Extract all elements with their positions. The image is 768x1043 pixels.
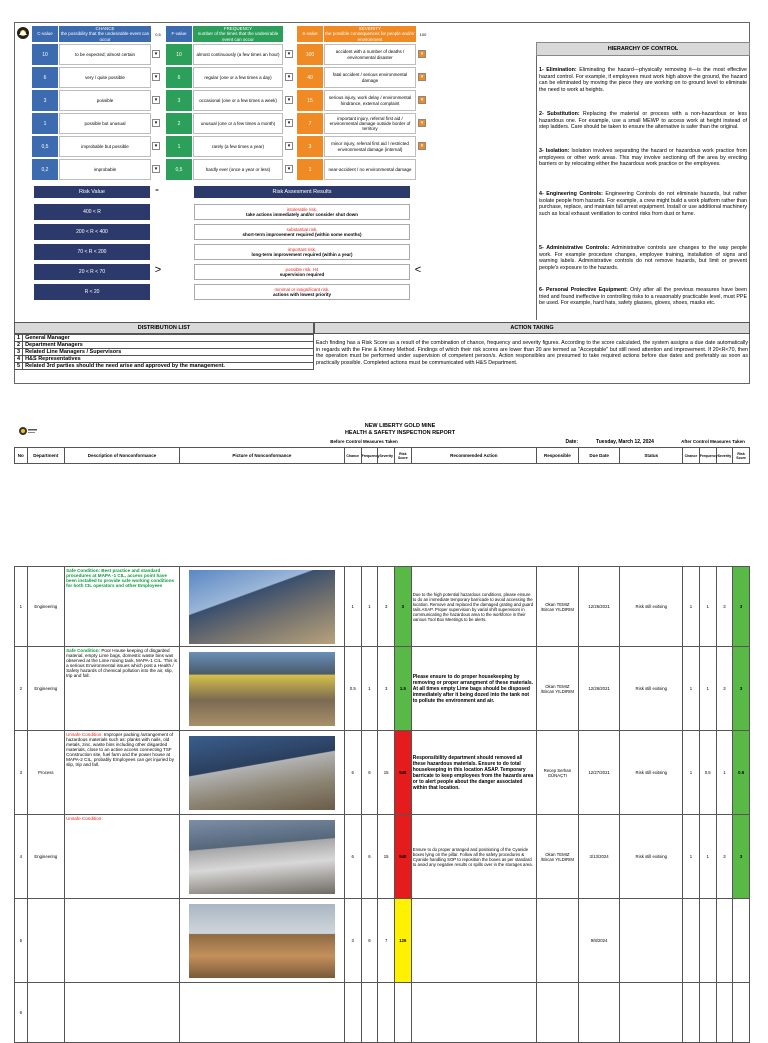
chance-title: CHANCE — [95, 26, 115, 32]
table-row — [15, 731, 750, 815]
dropdown-arrow-icon[interactable]: ▾ — [285, 73, 293, 81]
freq-sub: number of the times that the undesirable event can occur — [197, 31, 279, 42]
row-after-as: 3 — [716, 815, 733, 899]
col-no: No — [15, 448, 28, 464]
col-after-chance: Chance — [683, 448, 700, 464]
hierarchy-item — [536, 110, 750, 132]
dropdown-arrow-icon[interactable]: ▾ — [285, 165, 293, 173]
dropdown-arrow-icon[interactable]: ▾ — [152, 73, 160, 81]
frequency-cell: almost continuously (a few times an hour) — [193, 44, 283, 65]
risk-range: 400 < R — [34, 204, 150, 220]
row-department: Process — [27, 731, 65, 815]
col-risk: Risk Score — [395, 448, 412, 464]
row-s: 7 — [378, 899, 395, 983]
row-c: 3 — [344, 899, 361, 983]
row-after-af: 1 — [699, 647, 716, 731]
dropdown-arrow-icon[interactable]: ▾ — [285, 50, 293, 58]
risk-range: R < 20 — [34, 284, 150, 300]
hierarchy-item-body: Only after all the previous measures have been tried and found ineffective in controlling risks to a reasonably practicable level, must PPE be used. For example, hard hats, safety glasses, gloves, shoes, masks etc. — [539, 287, 747, 307]
severity-header — [324, 26, 416, 42]
frequency-cell: occasional (one or a few times a week) — [193, 90, 283, 111]
row-status — [620, 983, 683, 1043]
risk-result-desc: take actions immediately and/or consider shut down — [245, 212, 359, 217]
table-row — [15, 567, 750, 647]
hierarchy-item — [536, 147, 750, 169]
row-description-head: Unsafe Condition: — [66, 732, 103, 737]
dropdown-arrow-icon[interactable]: ▾ — [152, 142, 160, 150]
col-due: Due Date — [578, 448, 620, 464]
risk-result — [194, 224, 410, 240]
risk-range: 20 < R < 70 — [34, 264, 150, 280]
chance-dropdown[interactable] — [152, 50, 160, 58]
row-status: Risk still exitsing — [620, 731, 683, 815]
row-f — [361, 983, 378, 1043]
small-value-1: 0,5 — [155, 31, 161, 37]
row-description-head: Safe Condition: — [66, 648, 101, 653]
dropdown-arrow-icon[interactable]: ▾ — [285, 96, 293, 104]
row-s: 3 — [378, 647, 395, 731]
dropdown-arrow-icon[interactable]: ▾ — [418, 73, 426, 81]
distribution-no: 1 — [15, 335, 23, 342]
row-after-risk — [733, 899, 750, 983]
f-value: 0,5 — [166, 159, 192, 180]
risk-result-title: substantial risk, — [286, 226, 318, 232]
row-picture-cell — [179, 983, 344, 1043]
row-description — [65, 899, 180, 983]
chance-dropdown[interactable] — [152, 165, 160, 173]
dropdown-arrow-icon[interactable]: ▾ — [285, 142, 293, 150]
c-value: 3 — [32, 90, 58, 111]
col-picture: Picture of Nonconformance — [179, 448, 344, 464]
row-after-af: 1 — [699, 567, 716, 647]
sev-title: SEVERITY — [358, 26, 382, 32]
row-after-af: 1 — [699, 815, 716, 899]
risk-value-header: Risk Value — [34, 186, 150, 198]
f-value-header: F-value — [166, 26, 192, 42]
distribution-row — [15, 356, 314, 363]
distribution-row — [15, 335, 314, 342]
severity-cell: serious injury, work delay / environmental hindrance, external complaint — [324, 90, 416, 111]
row-c — [344, 983, 361, 1043]
row-c: 6 — [344, 815, 361, 899]
chance-cell: possible but unusual — [59, 113, 151, 134]
row-action — [411, 899, 536, 983]
row-action: Responsibility department should removed all these hazardous materials. Ensure to do total housekeeping in this location ASAP. Temporary barricate to keep employees from the hazards area or to alert people about the danger associated within that location. — [411, 731, 536, 815]
nonconformance-photo — [189, 652, 335, 726]
table-row — [15, 647, 750, 731]
frequency-cell: regular (one or a few times a day) — [193, 67, 283, 88]
date-label: Date: — [565, 438, 578, 445]
chance-cell: to be expected; almost certain — [59, 44, 151, 65]
row-after-as — [716, 899, 733, 983]
table-row — [15, 899, 750, 983]
row-after-risk: 3 — [733, 567, 750, 647]
col-after-frequency: Frequency — [699, 448, 716, 464]
report-company: NEW LIBERTY GOLD MINE — [364, 422, 436, 429]
distribution-text: Related Line Managers / Supervisors — [23, 349, 314, 356]
s-value: 1 — [297, 159, 323, 180]
s-value: 40 — [297, 67, 323, 88]
row-picture-cell — [179, 567, 344, 647]
row-s: 15 — [378, 815, 395, 899]
row-no: 1 — [15, 567, 28, 647]
distribution-text: H&S Representatives — [23, 356, 314, 363]
action-text: Each finding has a Risk Score as a result of the combination of chance, frequency and severity figures. According to the score calculated, the system assigns a due date automatically in regards with the Fine & Kinney Method. Findings of which their risk scores are lower than 20 are termed as "Acceptable" but still need attention and improvement. If 20<R<70, then the operation must be performed under supervision of competent person/s. Action responsibles are presumed to take required actions before due dates and preferably as soon as practically possible. Completed actions must be communicated with H&S Department. — [316, 340, 748, 366]
chance-cell: possible — [59, 90, 151, 111]
severity-dropdown[interactable] — [418, 50, 426, 58]
severity-dropdown[interactable] — [418, 142, 426, 150]
col-status: Status — [620, 448, 683, 464]
row-department — [27, 899, 65, 983]
row-due-date — [578, 983, 620, 1043]
frequency-cell: rarely (a few times a year) — [193, 136, 283, 157]
row-f: 6 — [361, 815, 378, 899]
c-value: 10 — [32, 44, 58, 65]
risk-result-title: intolerable risk, — [286, 206, 318, 212]
row-action: Please ensure to do proper housekeeping by removing or proper arrangment of these materials. At all times empty Lime bags should be disposed immediately after it being dozed into the tank not to pollute the environment and air. — [411, 647, 536, 731]
frequency-cell: unusual (one or a few times a month) — [193, 113, 283, 134]
hierarchy-item-head: 2- Substitution: — [539, 111, 580, 117]
row-risk-score: 540 — [395, 731, 412, 815]
c-value: 0,2 — [32, 159, 58, 180]
chance-cell: very / quite possible — [59, 67, 151, 88]
row-risk-score: 126 — [395, 899, 412, 983]
row-s: 3 — [378, 567, 395, 647]
small-value-2: 100 — [419, 31, 427, 37]
row-description — [65, 983, 180, 1043]
frequency-cell: hardly ever (once a year or less) — [193, 159, 283, 180]
row-due-date: 3/13/2024 — [578, 815, 620, 899]
col-chance: Chance — [344, 448, 361, 464]
risk-range: 200 < R < 400 — [34, 224, 150, 240]
hierarchy-item-body: Eliminating the hazard—physically removing it—is the most effective hazard control. For example, if employees must work high above the ground, the hazard can be eliminated by moving the piece they are working on to ground level to eliminate the need to work at heights. — [539, 67, 747, 93]
row-description — [65, 647, 180, 731]
row-responsible: Okan TEMIZ /Bircan YILDIRIM — [536, 567, 578, 647]
distribution-text: Department Managers — [23, 342, 314, 349]
row-f: 1 — [361, 567, 378, 647]
table-row — [15, 983, 750, 1043]
hierarchy-item-body: Replacing the material or process with a non-hazardous or less hazardous one. For example, use a small MEWP to access work at height instead of step ladders. Care should be taken to ensure the alternative is safer than the original. — [539, 111, 747, 131]
frequency-dropdown[interactable] — [285, 119, 293, 127]
after-control-label: After Control Measures Taken — [681, 439, 745, 444]
row-action: Due to the high potential hazardous conditions, please ensure to do an immediate temporary barricade to avoid accessing the location. Remove and replaced the damaged grating and guard rails ASAP. Proper supervision by varial shift supervisors in communicating the hazardous area to the workforce in their various Tool Box Meetings to be alerts. — [411, 567, 536, 647]
row-responsible: Okan TEMIZ /Bircan YILDIRIM — [536, 647, 578, 731]
row-after-as: 3 — [716, 647, 733, 731]
row-c: 0.5 — [344, 647, 361, 731]
risk-result-desc: short-term improvement required (within some months) — [242, 232, 362, 237]
row-after-af — [699, 983, 716, 1043]
frequency-dropdown[interactable] — [285, 50, 293, 58]
chance-sub: the possibility that the undesirable event can occur — [60, 31, 150, 42]
col-severity: Severity — [378, 448, 395, 464]
c-value: 6 — [32, 67, 58, 88]
distribution-title: DISTRIBUTION LIST — [14, 322, 314, 334]
f-value: 10 — [166, 44, 192, 65]
row-no: 6 — [15, 983, 28, 1043]
row-due-date: 12/26/2021 — [578, 647, 620, 731]
row-responsible — [536, 983, 578, 1043]
risk-result-desc: supervision required — [279, 272, 325, 277]
distribution-no: 2 — [15, 342, 23, 349]
row-due-date: 12/27/2021 — [578, 731, 620, 815]
severity-cell: important injury, referral first aid / environmental damage outside border of territory — [324, 113, 416, 134]
row-after-ac — [683, 899, 700, 983]
row-responsible: Okan TEMIZ /Bircan YILDIRIM — [536, 815, 578, 899]
risk-result-title: important risk, — [287, 246, 317, 252]
risk-result-desc: actions with lowest priority — [272, 292, 331, 297]
report-logo — [18, 424, 38, 436]
hierarchy-item-head: 3- Isolation: — [539, 148, 570, 154]
risk-result — [194, 284, 410, 300]
row-c: 6 — [344, 731, 361, 815]
row-f: 6 — [361, 899, 378, 983]
less-than-sign: < — [414, 264, 422, 276]
before-control-label: Before Control Measures Taken — [330, 439, 398, 444]
distribution-text: General Manager — [23, 335, 314, 342]
row-status — [620, 899, 683, 983]
frequency-dropdown[interactable] — [285, 73, 293, 81]
f-value: 3 — [166, 90, 192, 111]
row-after-risk: 0.5 — [733, 731, 750, 815]
dropdown-arrow-icon[interactable]: ▾ — [152, 96, 160, 104]
hierarchy-item — [536, 286, 750, 308]
col-action: Recommended Action — [411, 448, 536, 464]
row-after-as: 3 — [716, 567, 733, 647]
severity-cell: near-accident / no environmental damage — [324, 159, 416, 180]
row-due-date: 12/26/2021 — [578, 567, 620, 647]
row-description-head: Safe Condition: Best practice and standard procedures at MAPA -1 CIL, access point have been installed to provide safe working conditions for both CIL operators and other Employees — [66, 568, 175, 588]
col-frequency: Frequency — [361, 448, 378, 464]
frequency-dropdown[interactable] — [285, 165, 293, 173]
severity-cell: fatal accident / serious environmental damage — [324, 67, 416, 88]
row-picture-cell — [179, 899, 344, 983]
row-description-body: Improper packing /arrangement of hazardous materials such as: planks with nails, old metals, zinc, waste bins including other disgarded materials, close to an active access connecting TSF Construction site, fuel farm and the power house at MAPA-2 CIL, probably Employees can get injuried by slip, trip and fall. — [66, 732, 175, 767]
dropdown-arrow-icon[interactable]: ▾ — [152, 50, 160, 58]
f-value: 1 — [166, 136, 192, 157]
frequency-header — [193, 26, 283, 42]
s-value: 15 — [297, 90, 323, 111]
risk-result-title: minimal or insignificant risk, — [274, 286, 330, 292]
distribution-row — [15, 349, 314, 356]
distribution-no: 3 — [15, 349, 23, 356]
row-after-ac: 1 — [683, 567, 700, 647]
hierarchy-item-head: 6- Personal Protective Equipment: — [539, 287, 628, 293]
row-risk-score: 540 — [395, 815, 412, 899]
action-title: ACTION TAKING — [314, 322, 750, 334]
row-risk-score: 1.5 — [395, 647, 412, 731]
col-after-severity: Severity — [716, 448, 733, 464]
row-s — [378, 983, 395, 1043]
risk-range: 70 < R < 200 — [34, 244, 150, 260]
row-after-ac: 1 — [683, 647, 700, 731]
hierarchy-item-head: 5- Administrative Controls: — [539, 245, 610, 251]
row-after-af: 0.5 — [699, 731, 716, 815]
nonconformance-photo — [189, 904, 335, 978]
row-status: Risk still exitsing — [620, 567, 683, 647]
row-department: Engineering — [27, 815, 65, 899]
distribution-row — [15, 342, 314, 349]
chance-dropdown[interactable] — [152, 73, 160, 81]
row-department: Engineering — [27, 647, 65, 731]
nonconformance-photo — [189, 820, 335, 894]
row-after-risk — [733, 983, 750, 1043]
row-description-head: Unsafe Condition: — [66, 816, 103, 821]
c-value: 1 — [32, 113, 58, 134]
row-no: 4 — [15, 815, 28, 899]
chance-dropdown[interactable] — [152, 119, 160, 127]
row-description — [65, 815, 180, 899]
row-risk-score — [395, 983, 412, 1043]
c-value: 0,5 — [32, 136, 58, 157]
hierarchy-item-body: Isolation involves separating the hazard or hazardous work practice from employees or other work areas. This may involve sectioning off the area by erecting barriers or by relocating either the hazardous work practice or the employees. — [539, 148, 747, 168]
s-value: 7 — [297, 113, 323, 134]
row-no: 2 — [15, 647, 28, 731]
col-after-risk: Risk Score — [733, 448, 750, 464]
chance-cell: improbable but possible — [59, 136, 151, 157]
hierarchy-item-body: Engineering Controls do not eliminate hazards, but rather isolate people from hazards. For example, a crew might build a work platform rather than purchase, replace, and maintain fall arrest equipment. Install or use additional machinery such as local exhaust ventilation to control risks from dust or fume. — [539, 191, 747, 217]
col-responsible: Responsible — [536, 448, 578, 464]
dropdown-arrow-icon[interactable]: ▾ — [418, 96, 426, 104]
row-after-risk: 3 — [733, 815, 750, 899]
risk-result — [194, 264, 410, 280]
dropdown-arrow-icon[interactable]: ▾ — [152, 119, 160, 127]
row-department — [27, 983, 65, 1043]
hierarchy-item-body: Administrative controls are changes to the way people work. For example procedure changes, employee training, installation of signs and warning labels. Administrative controls do not remove hazards, but limit or prevent people's exposure to the hazards. — [539, 245, 747, 271]
distribution-no: 4 — [15, 356, 23, 363]
row-after-risk: 3 — [733, 647, 750, 731]
dropdown-arrow-icon[interactable]: ▾ — [418, 50, 426, 58]
row-department: Engineering — [27, 567, 65, 647]
row-risk-score: 3 — [395, 567, 412, 647]
severity-dropdown[interactable] — [418, 73, 426, 81]
equals-sign: = — [155, 188, 159, 195]
s-value: 3 — [297, 136, 323, 157]
dropdown-arrow-icon[interactable]: ▾ — [418, 119, 426, 127]
distribution-text: Related 3rd parties should the need arise and approved by the management. — [23, 363, 314, 370]
chance-dropdown[interactable] — [152, 142, 160, 150]
row-after-as: 1 — [716, 731, 733, 815]
report-title: HEALTH & SAFETY INSPECTION REPORT — [344, 429, 456, 436]
severity-dropdown[interactable] — [418, 96, 426, 104]
hierarchy-item — [536, 190, 750, 218]
row-status: Risk still exitsing — [620, 647, 683, 731]
row-picture-cell — [179, 647, 344, 731]
distribution-section — [14, 322, 750, 384]
nonconformance-photo — [189, 570, 335, 644]
dropdown-arrow-icon[interactable]: ▾ — [418, 142, 426, 150]
chance-cell: improbable — [59, 159, 151, 180]
s-value-header: S-value — [297, 26, 323, 42]
col-description: Description of Nonconformance — [65, 448, 180, 464]
row-description — [65, 731, 180, 815]
row-after-ac: 1 — [683, 731, 700, 815]
hierarchy-title: HIERARCHY OF CONTROL — [536, 42, 750, 56]
company-logo — [16, 26, 30, 40]
severity-cell: accident with a number of deaths / environmental disaster — [324, 44, 416, 65]
report-table — [14, 447, 750, 464]
row-c: 1 — [344, 567, 361, 647]
table-row — [15, 815, 750, 899]
row-no: 3 — [15, 731, 28, 815]
row-f: 1 — [361, 647, 378, 731]
row-responsible — [536, 899, 578, 983]
row-description-body: Poor House keeping of disgarded material, empty Lime bags, domestic waste bins was observed at the Lime mixing tank, MAPA-1 CIL. This is a serious Environmental issues which post a Health / Safety hazards of chemical pollution into the air, slip, trip and fall. — [66, 648, 177, 678]
distribution-row — [15, 363, 314, 370]
row-no: 5 — [15, 899, 28, 983]
row-status: Risk still exitsing — [620, 815, 683, 899]
row-responsible: Recep Serhan GÜNAÇTI — [536, 731, 578, 815]
row-after-ac — [683, 983, 700, 1043]
chance-dropdown[interactable] — [152, 96, 160, 104]
risk-result-title: possible risk, H4 — [285, 266, 319, 272]
row-after-as — [716, 983, 733, 1043]
risk-result-desc: long-term improvement required (within a year) — [251, 252, 353, 257]
severity-cell: minor injury, referral first aid / restricted environmental damage (internal) — [324, 136, 416, 157]
risk-result — [194, 244, 410, 260]
row-s: 15 — [378, 731, 395, 815]
risk-results-header: Risk Assesment Results — [194, 186, 410, 198]
row-after-ac: 1 — [683, 815, 700, 899]
hierarchy-item-head: 4- Engineering Controls: — [539, 191, 603, 197]
col-department: Department — [27, 448, 65, 464]
distribution-table — [14, 334, 314, 370]
f-value: 2 — [166, 113, 192, 134]
report-rows-table — [14, 566, 750, 1043]
distribution-no: 5 — [15, 363, 23, 370]
dropdown-arrow-icon[interactable]: ▾ — [285, 119, 293, 127]
risk-result — [194, 204, 410, 220]
row-action — [411, 983, 536, 1043]
sev-sub: the possible consequences for people and/or environment — [325, 31, 415, 42]
freq-title: FREQUENCY — [223, 26, 253, 32]
row-picture-cell — [179, 731, 344, 815]
row-f: 6 — [361, 731, 378, 815]
hierarchy-item — [536, 244, 750, 272]
severity-dropdown[interactable] — [418, 119, 426, 127]
frequency-dropdown[interactable] — [285, 96, 293, 104]
hierarchy-item-head: 1- Elimination: — [539, 67, 577, 73]
chance-header — [59, 26, 151, 42]
hierarchy-item — [536, 66, 750, 94]
dropdown-arrow-icon[interactable]: ▾ — [152, 165, 160, 173]
date-value: Tuesday, March 12, 2024 — [596, 438, 654, 445]
frequency-dropdown[interactable] — [285, 142, 293, 150]
c-value-header: C-value — [32, 26, 58, 42]
row-due-date: 9/8/2024 — [578, 899, 620, 983]
s-value: 100 — [297, 44, 323, 65]
f-value: 6 — [166, 67, 192, 88]
greater-than-sign: > — [154, 264, 162, 276]
row-picture-cell — [179, 815, 344, 899]
row-after-af — [699, 899, 716, 983]
row-action: Ensure to do proper arranged and positioning of the Cyanide boxes lying on the pillar. Follow all the safety procedures & Cyanide handling SOP to reposition the boxes as per standard to avoid any negative results or spills over in the storages area. — [411, 815, 536, 899]
nonconformance-photo — [189, 736, 335, 810]
row-description — [65, 567, 180, 647]
